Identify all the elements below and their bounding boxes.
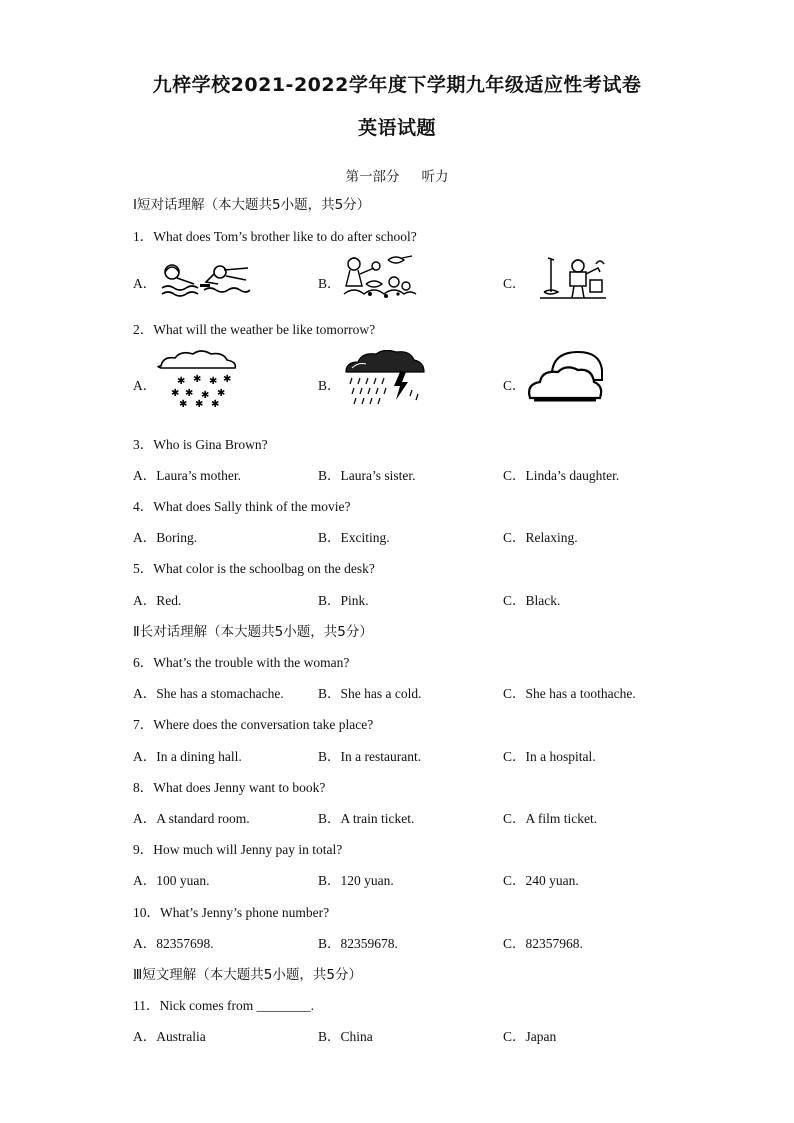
option-8a: A．A standard room. [133, 811, 250, 826]
option-2c: C． [503, 378, 526, 393]
section-heading-3: Ⅲ短文理解（本大题共5小题，共5分） [133, 967, 362, 983]
cloudy-icon [526, 348, 604, 410]
option-3b: B．Laura’s sister. [318, 468, 416, 483]
svg-text:✱: ✱ [185, 388, 194, 399]
option-1a: A． [133, 276, 157, 291]
option-10c: C．82357968. [503, 936, 583, 951]
question-4: 4．What does Sally think of the movie? [133, 499, 351, 514]
option-10a: A．82357698. [133, 936, 214, 951]
question-7: 7．Where does the conversation take place? [133, 717, 374, 732]
swimming-picture-icon [160, 258, 252, 298]
part-label: 第一部分 [345, 169, 400, 185]
option-7a: A．In a dining hall. [133, 749, 242, 764]
section-heading-2: Ⅱ长对话理解（本大题共5小题，共5分） [133, 624, 373, 640]
options-5 [0, 589, 794, 609]
svg-text:✱: ✱ [201, 390, 210, 401]
planting-picture-icon [530, 254, 610, 302]
section-heading-1: Ⅰ短对话理解（本大题共5小题，共5分） [133, 197, 371, 213]
svg-text:✱: ✱ [217, 388, 226, 399]
options-6 [0, 682, 794, 702]
option-4c: C．Relaxing. [503, 530, 578, 545]
option-6a: A．She has a stomachache. [133, 686, 284, 701]
svg-text:✱: ✱ [211, 399, 220, 408]
option-5a: A．Red. [133, 593, 182, 608]
options-4 [0, 526, 794, 546]
svg-text:✱: ✱ [209, 376, 218, 387]
option-8b: B．A train ticket. [318, 811, 415, 826]
option-5b: B．Pink. [318, 593, 369, 608]
exam-title: 九梓学校2021-2022学年度下学期九年级适应性考试卷 [152, 74, 642, 96]
options-11 [0, 1025, 794, 1045]
svg-text:✱: ✱ [179, 399, 188, 408]
option-4b: B．Exciting. [318, 530, 390, 545]
question-11: 11．Nick comes from ________. [133, 998, 314, 1013]
option-4a: A．Boring. [133, 530, 198, 545]
question-2: 2．What will the weather be like tomorrow? [133, 322, 376, 337]
options-9 [0, 869, 794, 889]
part-name: 听力 [421, 169, 449, 185]
svg-text:✱: ✱ [223, 374, 232, 385]
option-2b: B． [318, 378, 341, 393]
option-7c: C．In a hospital. [503, 749, 596, 764]
option-7b: B．In a restaurant. [318, 749, 422, 764]
option-11a: A．Australia [133, 1029, 206, 1044]
options-8 [0, 807, 794, 827]
option-1b: B． [318, 276, 341, 291]
options-3 [0, 464, 794, 484]
question-10: 10．What’s Jenny’s phone number? [133, 905, 330, 920]
option-6b: B．She has a cold. [318, 686, 422, 701]
option-9c: C．240 yuan. [503, 873, 579, 888]
snow-cloud-icon [155, 350, 239, 408]
svg-text:✱: ✱ [193, 374, 202, 385]
option-11c: C．Japan [503, 1029, 557, 1044]
options-7 [0, 745, 794, 765]
option-3a: A．Laura’s mother. [133, 468, 241, 483]
option-1c: C． [503, 276, 526, 291]
svg-text:✱: ✱ [171, 388, 180, 399]
option-6c: C．She has a toothache. [503, 686, 636, 701]
option-8c: C．A film ticket. [503, 811, 598, 826]
option-9a: A．100 yuan. [133, 873, 210, 888]
question-1: 1．What does Tom’s brother like to do after school? [133, 229, 417, 244]
svg-text:✱: ✱ [177, 376, 186, 387]
svg-text:✱: ✱ [195, 399, 204, 408]
option-3c: C．Linda’s daughter. [503, 468, 620, 483]
thunderstorm-icon [342, 350, 426, 408]
exam-subtitle: 英语试题 [357, 117, 436, 139]
question-6: 6．What’s the trouble with the woman? [133, 655, 350, 670]
question-8: 8．What does Jenny want to book? [133, 780, 326, 795]
part-heading [0, 165, 794, 185]
question-3: 3．Who is Gina Brown? [133, 437, 268, 452]
option-2a: A． [133, 378, 157, 393]
option-11b: B．China [318, 1029, 373, 1044]
question-5: 5．What color is the schoolbag on the desk? [133, 561, 375, 576]
options-10 [0, 932, 794, 952]
cooking-picture-icon [340, 254, 420, 302]
option-10b: B．82359678. [318, 936, 398, 951]
question-9: 9．How much will Jenny pay in total? [133, 842, 343, 857]
option-9b: B．120 yuan. [318, 873, 394, 888]
option-5c: C．Black. [503, 593, 561, 608]
